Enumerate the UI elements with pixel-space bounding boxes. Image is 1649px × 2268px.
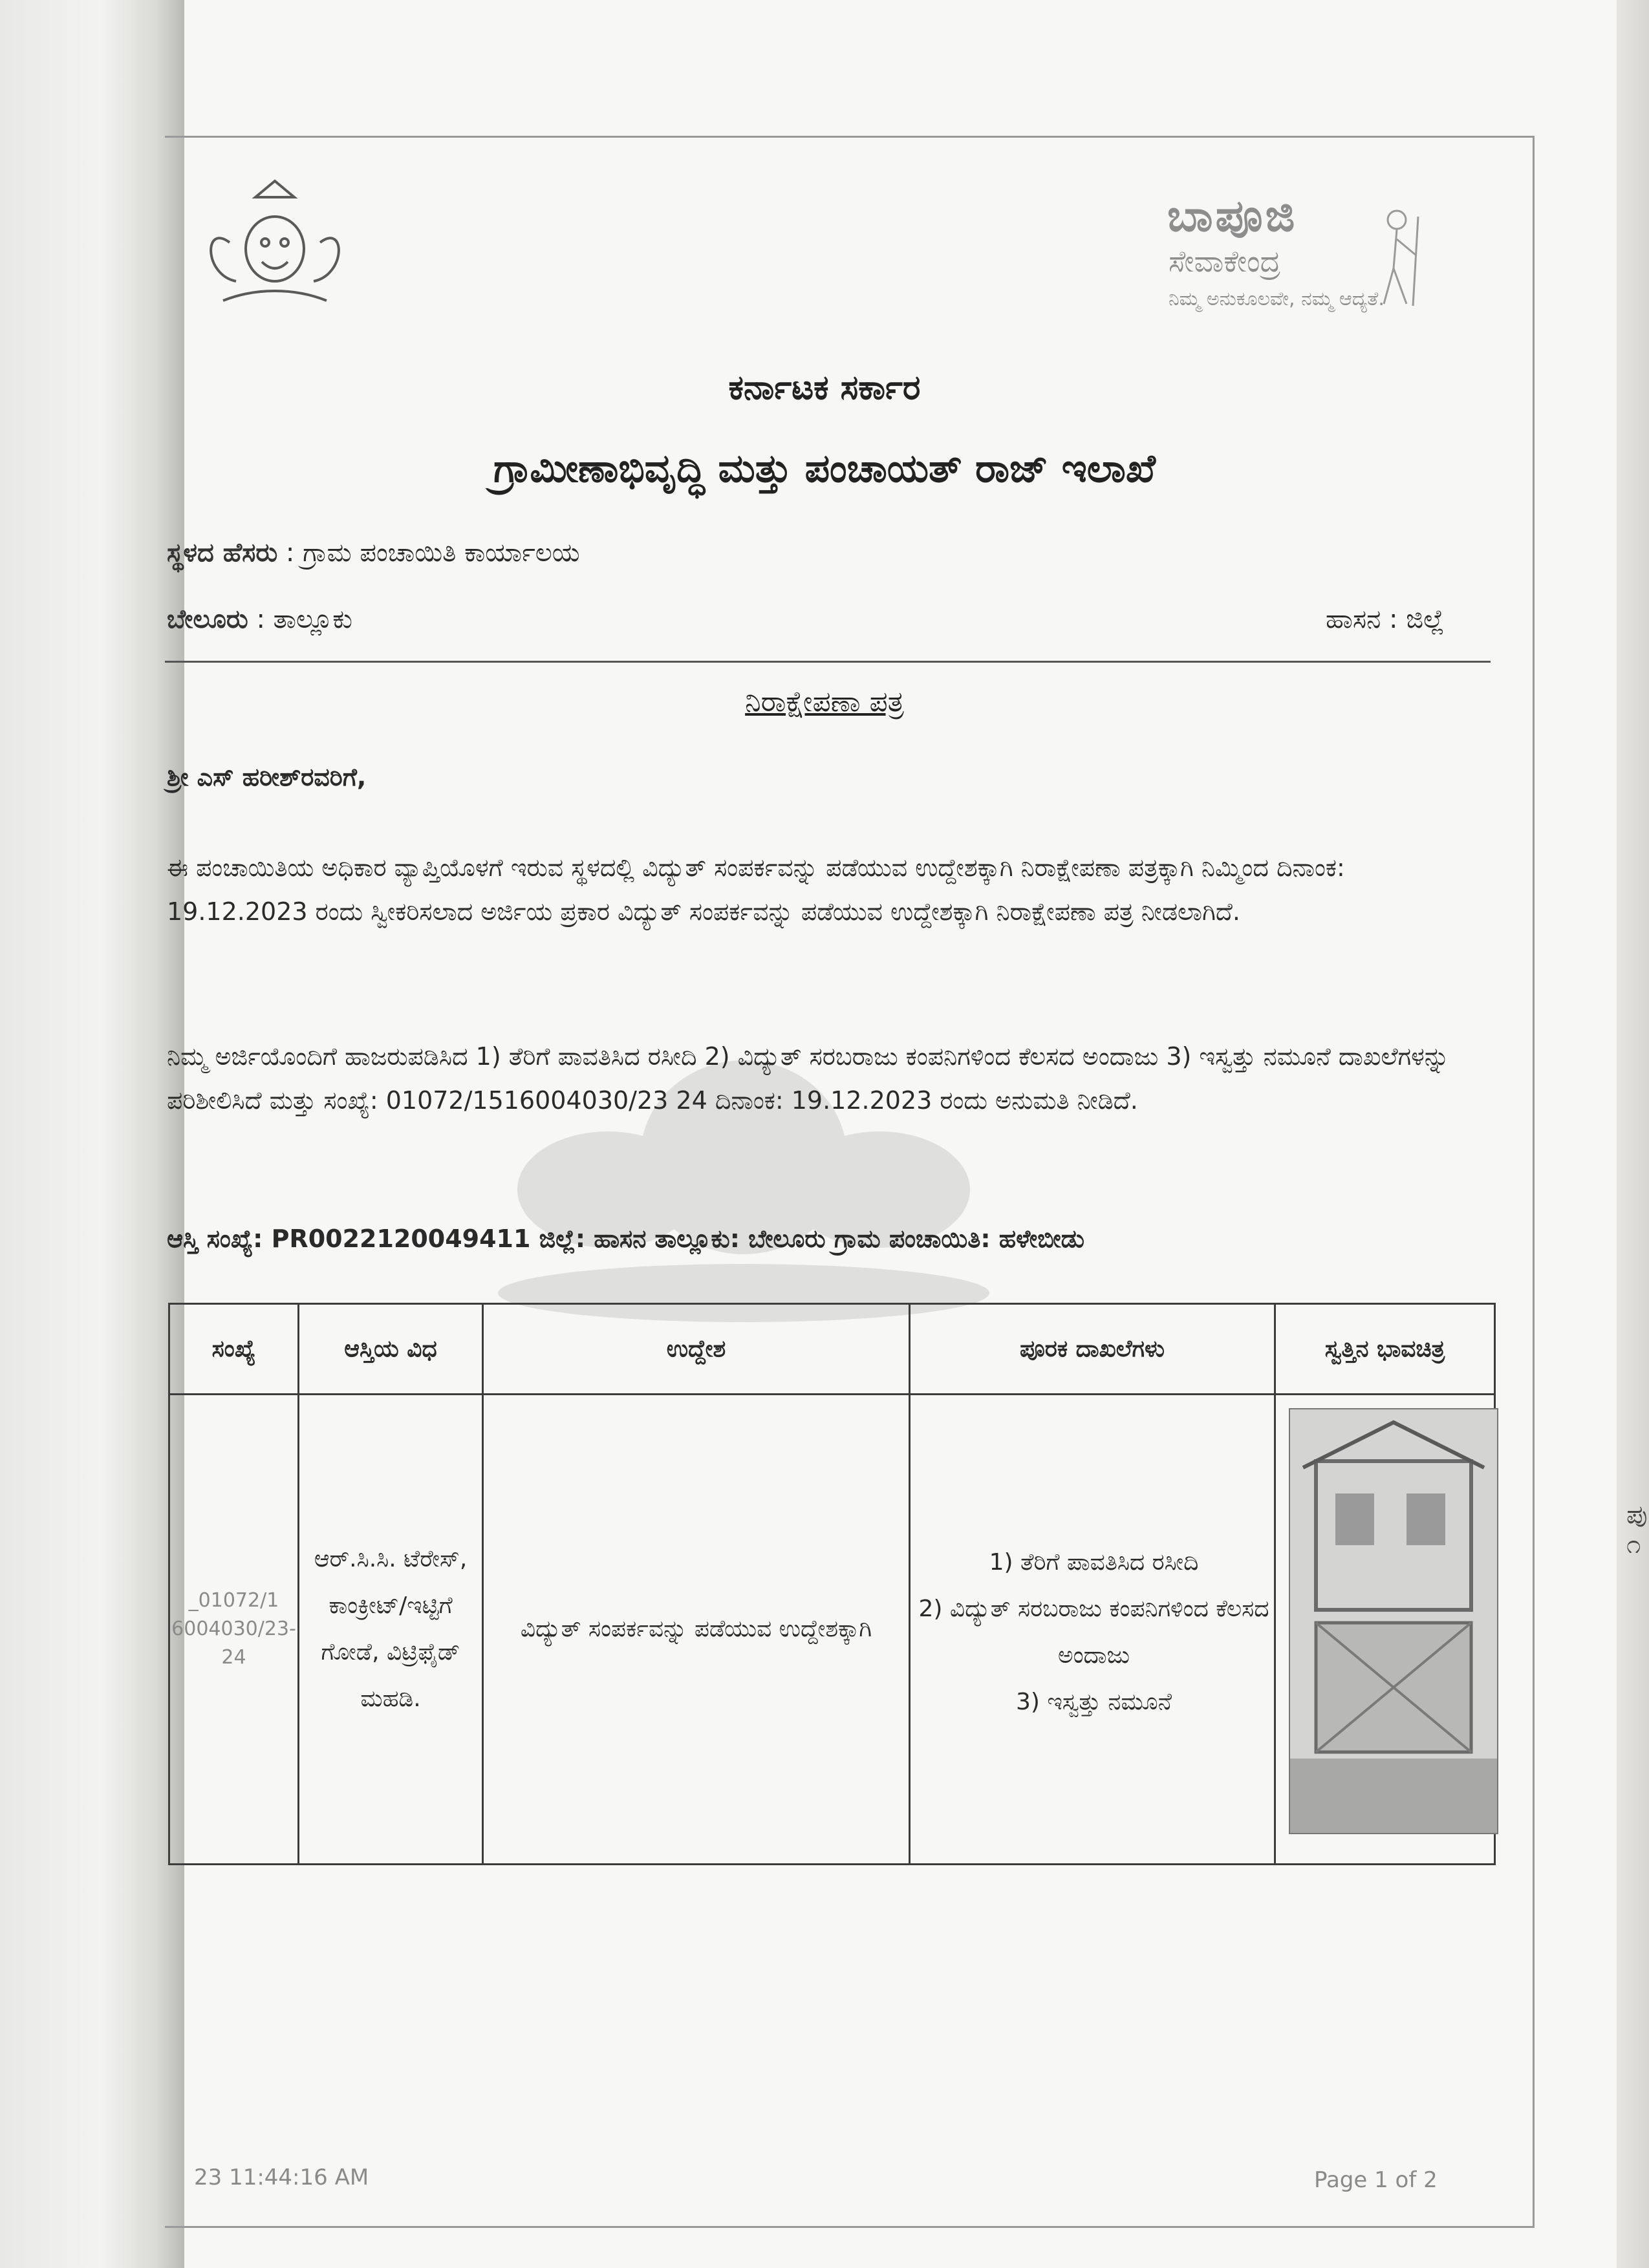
- doc-item: 2) ವಿದ್ಯುತ್ ಸರಬರಾಜು ಕಂಪನಿಗಳಿಂದ ಕೆಲಸದ ಅಂದಾಜು: [918, 1595, 1269, 1669]
- doc-item: 1) ತೆರಿಗೆ ಪಾವತಿಸಿದ ರಸೀದಿ: [989, 1548, 1199, 1576]
- col-header-property-type: ಆಸ್ತಿಯ ವಿಧ: [299, 1304, 483, 1395]
- brand-title: ಬಾಪೂಜಿ: [1167, 191, 1298, 242]
- government-title: ಕರ್ನಾಟಕ ಸರ್ಕಾರ: [728, 369, 921, 407]
- property-table: [168, 1303, 1496, 1865]
- col-header-photo: ಸ್ವತ್ತಿನ ಭಾವಚಿತ್ರ: [1275, 1304, 1495, 1395]
- cell-purpose: ವಿದ್ಯುತ್ ಸಂಪರ್ಕವನ್ನು ಪಡೆಯುವ ಉದ್ದೇಶಕ್ಕಾಗಿ: [483, 1395, 910, 1865]
- office-name: : ಗ್ರಾಮ ಪಂಚಾಯಿತಿ ಕಾರ್ಯಾಲಯ: [277, 538, 580, 568]
- taluk-suffix: : ತಾಲ್ಲೂಕು: [248, 604, 352, 634]
- office-label: ಸ್ಥಳದ ಹೆಸರು: [167, 538, 278, 568]
- state-emblem-icon: [191, 171, 359, 320]
- paragraph-documents: ನಿಮ್ಮ ಅರ್ಜಿಯೊಂದಿಗೆ ಹಾಜರುಪಡಿಸಿದ 1) ತೆರಿಗೆ ಪಾವತಿಸಿದ ರಸೀದಿ 2) ವಿದ್ಯುತ್ ಸರಬರಾಜು ಕಂಪನಿಗಳಿಂದ ಕೆಲಸದ ಅಂದಾಜು 3) ಇಸ್ವತ್ತು ನಮೂನೆ ದಾಖಲೆಗಳನ್ನು ಪರಿಶೀಲಿಸಿದೆ ಮತ್ತು ಸಂಖ್ಯೆ: 01072/1516004030/23 24 ದಿನಾಂಕ: 19.12.2023 ರಂದು ಅನುಮತಿ ನೀಡಿದೆ.: [167, 1042, 1450, 1115]
- cell-photo: [1275, 1395, 1495, 1865]
- margin-text: ಪು ೧: [1626, 1500, 1648, 1559]
- binding-shadow: [0, 0, 184, 2268]
- cell-documents: [910, 1395, 1275, 1865]
- recipient-line: ಶ್ರೀ ಎಸ್ ಹರೀಶ್‌ರವರಿಗೆ,: [167, 763, 367, 791]
- cell-number: _01072/1 6004030/23- 24: [169, 1395, 299, 1865]
- print-timestamp: 23 11:44:16 AM: [194, 2165, 369, 2190]
- district-label: ಹಾಸನ : ಜಿಲ್ಲೆ: [1326, 604, 1445, 634]
- brand-tagline: ನಿಮ್ಮ ಅನುಕೂಲವೇ, ನಮ್ಮ ಆದ್ಯತೆ.: [1169, 288, 1385, 310]
- col-header-number: ಸಂಖ್ಯೆ: [169, 1304, 299, 1395]
- brand-logo: [1167, 191, 1439, 326]
- col-header-documents: ಪೂರಕ ದಾಖಲೆಗಳು: [910, 1304, 1275, 1395]
- taluk-label: ಬೇಲೂರು: [167, 604, 248, 634]
- doc-item: 3) ಇಸ್ವತ್ತು ನಮೂನೆ: [1015, 1688, 1172, 1715]
- cell-property-type: ಆರ್.ಸಿ.ಸಿ. ಟೆರೇಸ್, ಕಾಂಕ್ರೀಟ್/ಇಟ್ಟಿಗೆ ಗೋಡೆ, ವಿಟ್ರಿಫೈಡ್ ಮಹಡಿ.: [299, 1395, 483, 1865]
- property-photo: [1289, 1408, 1498, 1834]
- table-header-row: [169, 1304, 1495, 1395]
- taluk-line: [167, 604, 352, 634]
- brand-subtitle: ಸೇವಾಕೇಂದ್ರ: [1169, 244, 1281, 279]
- page-edge: [1617, 0, 1649, 2268]
- document-title: ನಿರಾಕ್ಷೇಪಣಾ ಪತ್ರ: [745, 685, 904, 718]
- department-title: ಗ್ರಾಮೀಣಾಭಿವೃದ್ಧಿ ಮತ್ತು ಪಂಚಾಯತ್ ರಾಜ್ ಇಲಾಖೆ: [493, 446, 1156, 491]
- gandhi-figure-icon: [1361, 204, 1432, 307]
- col-header-purpose: ಉದ್ದೇಶ: [483, 1304, 910, 1395]
- paragraph-property-id: ಆಸ್ತಿ ಸಂಖ್ಯೆ: PR0022120049411 ಜಿಲ್ಲೆ: ಹಾಸನ ತಾಲ್ಲೂಕು: ಬೇಲೂರು ಗ್ರಾಮ ಪಂಚಾಯಿತಿ: ಹಳೇಬೀಡು: [167, 1225, 1084, 1253]
- page-number: Page 1 of 2: [1314, 2167, 1438, 2193]
- header-divider: [165, 661, 1491, 663]
- office-line: [167, 538, 580, 568]
- paragraph-noc-intro: ಈ ಪಂಚಾಯಿತಿಯ ಅಧಿಕಾರ ವ್ಯಾಪ್ತಿಯೊಳಗೆ ಇರುವ ಸ್ಥಳದಲ್ಲಿ ವಿದ್ಯುತ್ ಸಂಪರ್ಕವನ್ನು ಪಡೆಯುವ ಉದ್ದೇಶಕ್ಕಾಗಿ ನಿರಾಕ್ಷೇಪಣಾ ಪತ್ರಕ್ಕಾಗಿ ನಿಮ್ಮಿಂದ ದಿನಾಂಕ: 19.12.2023 ರಂದು ಸ್ವೀಕರಿಸಲಾದ ಅರ್ಜಿಯ ಪ್ರಕಾರ ವಿದ್ಯುತ್ ಸಂಪರ್ಕವನ್ನು ಪಡೆಯುವ ಉದ್ದೇಶಕ್ಕಾಗಿ ನಿರಾಕ್ಷೇಪಣಾ ಪತ್ರ ನೀಡಲಾಗಿದೆ.: [167, 853, 1345, 926]
- table-row: [169, 1395, 1495, 1865]
